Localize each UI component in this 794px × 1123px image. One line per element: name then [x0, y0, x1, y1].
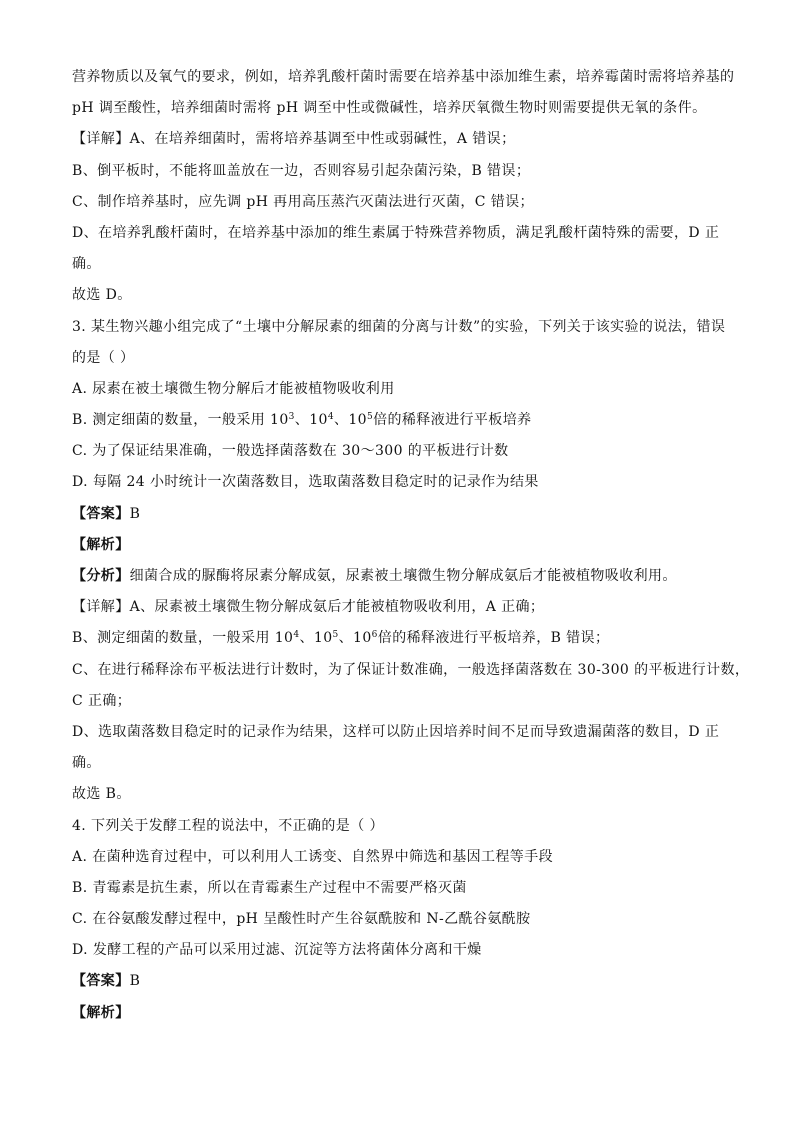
- detail-tag: 【详解】: [72, 131, 130, 148]
- q3-detail-b: B、测定细菌的数量，一般采用 $10^4$、$10^5$、$10^6$倍的稀释液进行平板培养，B 错误；: [72, 630, 610, 647]
- q2-detail-a: 【详解】A、在培养细菌时，需将培养基调至中性或弱碱性，A 错误；: [72, 131, 516, 148]
- answer-value: B: [129, 505, 141, 522]
- q3-option-d: D. 每隔 24 小时统计一次菌落数目，选取菌落数目稳定时的记录作为结果: [72, 474, 539, 491]
- q4-option-a: A. 在菌种选育过程中，可以利用人工诱变、自然界中筛选和基因工程等手段: [72, 848, 554, 865]
- q3-fenxi: 【分析】细菌合成的脲酶将尿素分解成氨，尿素被土壤微生物分解成氨后才能被植物吸收利用。: [72, 568, 677, 584]
- document-page: [72, 62, 750, 1029]
- q4-option-d: D. 发酵工程的产品可以采用过滤、沉淀等方法将菌体分离和干燥: [72, 942, 482, 959]
- q4-answer: [72, 966, 724, 997]
- q2-detail-d-2: 确。: [72, 256, 101, 273]
- intro-line-1: 营养物质以及氧气的要求，例如，培养乳酸杆菌时需要在培养基中添加维生素，培养霉菌时需将培养基的: [72, 69, 735, 85]
- fenxi-tag: 【分析】: [72, 568, 130, 584]
- detail-tag: 【详解】: [72, 599, 130, 616]
- q3-conclusion: 故选 B。: [72, 786, 131, 803]
- q3-option-c: C. 为了保证结果准确，一般选择菌落数在 30～300 的平板进行计数: [72, 443, 509, 460]
- q4-option-c: C. 在谷氨酸发酵过程中，pH 呈酸性时产生谷氨酰胺和 N-乙酰谷氨酰胺: [72, 911, 531, 928]
- q3-analysis-tag: 【解析】: [72, 536, 130, 553]
- q3-detail-a: 【详解】A、尿素被土壤微生物分解成氨后才能被植物吸收利用，A 正确；: [72, 599, 545, 616]
- q2-detail-d-1: D、在培养乳酸杆菌时，在培养基中添加的维生素属于特殊营养物质，满足乳酸杆菌特殊的需要，D 正: [72, 224, 720, 241]
- q4-stem: 4. 下列关于发酵工程的说法中，不正确的是（ ）: [72, 817, 384, 834]
- answer-value: B: [129, 973, 141, 990]
- q3-detail-c-2: C 正确；: [72, 692, 132, 709]
- q4-option-b: B. 青霉素是抗生素，所以在青霉素生产过程中不需要严格灭菌: [72, 879, 467, 896]
- q3-option-a: A. 尿素在被土壤微生物分解后才能被植物吸收利用: [72, 380, 395, 397]
- intro-line-2: pH 调至酸性，培养细菌时需将 pH 调至中性或微碱性，培养厌氧微生物时则需要提供无氧的条件。: [72, 100, 707, 117]
- q3-answer: [72, 499, 724, 530]
- q2-conclusion: 故选 D。: [72, 287, 132, 304]
- q3-detail-c-1: C、在进行稀释涂布平板法进行计数时，为了保证计数准确，一般选择菌落数在 30-300 的平板进行计数，: [72, 661, 750, 678]
- q3-detail-d-1: D、选取菌落数目稳定时的记录作为结果，这样可以防止因培养时间不足而导致遗漏菌落的数目，D 正: [72, 723, 720, 740]
- q2-detail-b: B、倒平板时，不能将皿盖放在一边，否则容易引起杂菌污染，B 错误；: [72, 162, 531, 179]
- q4-analysis-tag: 【解析】: [72, 1004, 130, 1021]
- q3-option-b: B. 测定细菌的数量，一般采用 $10^3$、$10^4$、$10^5$倍的稀释液进行平板培养: [72, 412, 532, 429]
- answer-tag: 【答案】: [72, 973, 130, 990]
- q3-stem-2: 的是（ ）: [72, 349, 135, 366]
- answer-tag: 【答案】: [72, 505, 130, 522]
- q3-detail-d-2: 确。: [72, 755, 101, 772]
- q2-detail-c: C、制作培养基时，应先调 pH 再用高压蒸汽灭菌法进行灭菌，C 错误；: [72, 193, 534, 210]
- q3-stem-1: 3. 某生物兴趣小组完成了“土壤中分解尿素的细菌的分离与计数”的实验，下列关于该实验的说法，错误: [72, 318, 726, 335]
